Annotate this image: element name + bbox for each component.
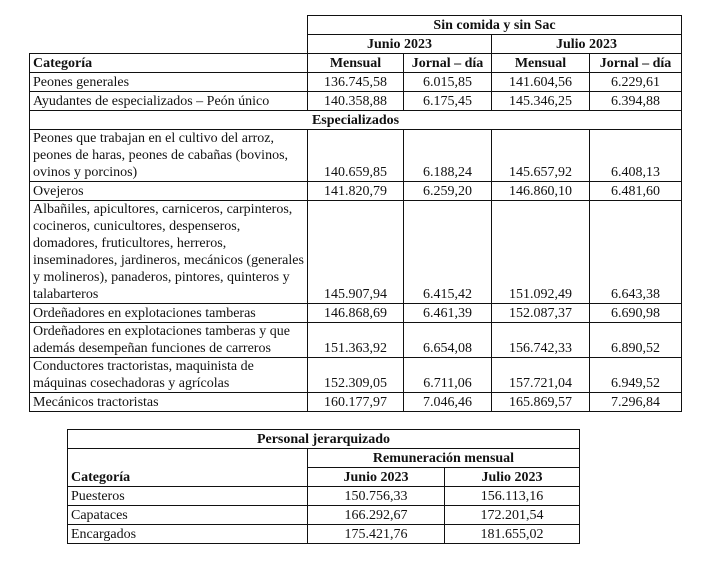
cell-value: 140.659,85: [308, 130, 404, 182]
cell-value: 165.869,57: [492, 393, 590, 412]
table-title: Personal jerarquizado: [68, 430, 580, 449]
cell-value: 6.175,45: [404, 92, 492, 111]
cell-value: 140.358,88: [308, 92, 404, 111]
cell-value: 175.421,76: [308, 525, 445, 544]
cell-value: 160.177,97: [308, 393, 404, 412]
cell-value: 141.820,79: [308, 182, 404, 201]
cell-value: 6.481,60: [590, 182, 682, 201]
table-row: [68, 525, 580, 544]
month-header-junio: Junio 2023: [308, 468, 445, 487]
cell-value: 6.690,98: [590, 304, 682, 323]
row-category: Conductores tractoristas, maquinista de máquinas cosechadoras y agrícolas: [30, 358, 308, 393]
month-header-julio: Julio 2023: [492, 35, 682, 54]
cell-value: 6.643,38: [590, 201, 682, 304]
row-category: Encargados: [68, 525, 308, 544]
cell-value: 172.201,54: [445, 506, 580, 525]
cell-value: 166.292,67: [308, 506, 445, 525]
table-row: [30, 323, 682, 358]
table-row: [30, 73, 682, 92]
cell-value: 6.408,13: [590, 130, 682, 182]
cell-value: 6.015,85: [404, 73, 492, 92]
cell-value: 146.868,69: [308, 304, 404, 323]
cell-value: 7.046,46: [404, 393, 492, 412]
table-row: [30, 304, 682, 323]
cell-value: 7.296,84: [590, 393, 682, 412]
cell-value: 151.092,49: [492, 201, 590, 304]
cell-value: 6.461,39: [404, 304, 492, 323]
row-category: Peones generales: [30, 73, 308, 92]
cell-value: 136.745,58: [308, 73, 404, 92]
section-header-especializados: Especializados: [30, 111, 682, 130]
cell-value: 156.742,33: [492, 323, 590, 358]
row-category: Albañiles, apicultores, carniceros, carpinteros, cocineros, cunicultores, despenseros, domadores, fruticultores, herreros, inseminadores, jardineros, mecánicos (generales y molineros), panaderos, pintores, quinteros y talabarteros: [30, 201, 308, 304]
row-category: Ordeñadores en explotaciones tamberas y que además desempeñan funciones de carreros: [30, 323, 308, 358]
empty-corner: [68, 449, 308, 468]
table-row: [30, 201, 682, 304]
cell-value: 6.654,08: [404, 323, 492, 358]
cell-value: 6.415,42: [404, 201, 492, 304]
empty-corner: [30, 16, 308, 35]
cell-value: 157.721,04: [492, 358, 590, 393]
cell-value: 6.188,24: [404, 130, 492, 182]
table-row: [30, 358, 682, 393]
salary-table-personal-jerarquizado: [67, 429, 580, 544]
cell-value: 6.711,06: [404, 358, 492, 393]
group-header: Sin comida y sin Sac: [308, 16, 682, 35]
salary-table-sin-comida: [29, 15, 682, 412]
table-row: [68, 506, 580, 525]
cell-value: 6.229,61: [590, 73, 682, 92]
row-category: Ordeñadores en explotaciones tamberas: [30, 304, 308, 323]
row-category: Capataces: [68, 506, 308, 525]
cell-value: 145.907,94: [308, 201, 404, 304]
table-row: [30, 92, 682, 111]
cell-value: 145.346,25: [492, 92, 590, 111]
group-header: Remuneración mensual: [308, 449, 580, 468]
cell-value: 6.259,20: [404, 182, 492, 201]
table-row: [30, 182, 682, 201]
row-category: Puesteros: [68, 487, 308, 506]
empty-corner: [30, 35, 308, 54]
table-row: [68, 487, 580, 506]
row-category: Peones que trabajan en el cultivo del arroz, peones de haras, peones de cabañas (bovinos, ovinos y porcinos): [30, 130, 308, 182]
cell-value: 152.309,05: [308, 358, 404, 393]
cell-value: 150.756,33: [308, 487, 445, 506]
cell-value: 145.657,92: [492, 130, 590, 182]
cell-value: 156.113,16: [445, 487, 580, 506]
cell-value: 146.860,10: [492, 182, 590, 201]
cell-value: 141.604,56: [492, 73, 590, 92]
subheader-mensual-junio: Mensual: [308, 54, 404, 73]
cell-value: 6.949,52: [590, 358, 682, 393]
row-category: Ovejeros: [30, 182, 308, 201]
cell-value: 151.363,92: [308, 323, 404, 358]
row-category: Ayudantes de especializados – Peón único: [30, 92, 308, 111]
row-category: Mecánicos tractoristas: [30, 393, 308, 412]
month-header-julio: Julio 2023: [445, 468, 580, 487]
subheader-jornal-julio: Jornal – día: [590, 54, 682, 73]
category-header: Categoría: [68, 468, 308, 487]
table-row: [30, 393, 682, 412]
category-header: Categoría: [30, 54, 308, 73]
subheader-mensual-julio: Mensual: [492, 54, 590, 73]
table-row: [30, 130, 682, 182]
cell-value: 6.394,88: [590, 92, 682, 111]
cell-value: 6.890,52: [590, 323, 682, 358]
cell-value: 152.087,37: [492, 304, 590, 323]
cell-value: 181.655,02: [445, 525, 580, 544]
month-header-junio: Junio 2023: [308, 35, 492, 54]
subheader-jornal-junio: Jornal – día: [404, 54, 492, 73]
